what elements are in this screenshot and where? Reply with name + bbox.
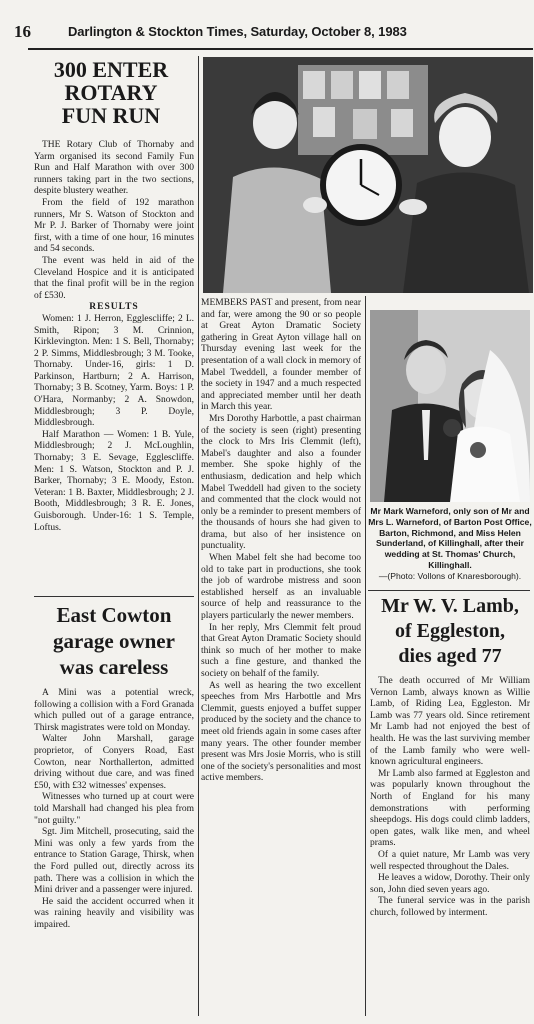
ayton-article xyxy=(201,298,361,785)
ayton-para: When Mabel felt she had become too old to take part in productions, she took the job of wardrobe mistress and soon established herself as an invaluable source of help and reassurance to the players particularly the newer members. xyxy=(201,553,361,622)
masthead: Darlington & Stockton Times, Saturday, October 8, 1983 xyxy=(68,24,407,39)
cowton-headline-line: was careless xyxy=(59,655,169,679)
page-number: 16 xyxy=(14,22,31,41)
rule xyxy=(368,590,530,591)
photo-image xyxy=(203,57,533,293)
cowton-para: Witnesses who turned up at court were told Marshall had changed his plea from "not guilty." xyxy=(34,792,194,826)
lamb-para: The funeral service was in the parish church, followed by interment. xyxy=(370,896,530,918)
cowton-headline-line: East Cowton xyxy=(56,603,172,627)
rotary-headline-line: ROTARY xyxy=(64,80,158,106)
cowton-para: Walter John Marshall, garage proprietor, of Conyers Road, East Cowton, near Northallerton, admitted driving without due care, and was fined £50, with £32 witnesses' expenses. xyxy=(34,734,194,791)
lamb-headline xyxy=(368,594,532,669)
wedding-photo xyxy=(370,310,530,502)
rule xyxy=(34,596,194,597)
lamb-article xyxy=(370,676,530,919)
cowton-para: Sgt. Jim Mitchell, prosecuting, said the Mini was only a few yards from the entrance to Station Garage, Thirsk, when the Ford pulled out, directly across its path. There was a collision in which the Mini driver and a passenger were injured. xyxy=(34,827,194,896)
lamb-para: Of a quiet nature, Mr Lamb was very well respected throughout the Dales. xyxy=(370,849,530,872)
cowton-headline-line: garage owner xyxy=(53,629,175,653)
header-rule xyxy=(28,48,533,50)
rotary-para: From the field of 192 marathon runners, Mr S. Watson of Stockton and Mr P. J. Barker of Thornaby were joint first, with a time of one hour, 16 minutes and 54 seconds. xyxy=(34,197,194,255)
wedding-credit: —(Photo: Vollons of Knaresborough). xyxy=(378,570,522,581)
cowton-para: A Mini was a potential wreck, following a collision with a Ford Granada which pulled out of a garage entrance, Thirsk magistrates were told on Monday. xyxy=(34,688,194,733)
wedding-caption: Mr Mark Warneford, only son of Mr and Mrs L. Warneford, of Barton Post Office, Barton, Richmond, and Miss Helen Sunderland, of Killinghall, after their wedding at St. Thomas' Church, Killinghall. xyxy=(368,506,532,570)
lamb-headline-line: Mr W. V. Lamb, xyxy=(381,595,519,617)
ayton-para: As well as hearing the two excellent speeches from Mrs Harbottle and Mrs Clemmit, guests enjoyed a buffet supper produced by the society and the chance to meet old friends again in some cases after many years. The other founder member present was Mrs Josie Morris, who is still one of the society's personalities and most active members. xyxy=(201,680,362,784)
lamb-para: He leaves a widow, Dorothy. Their only son, John died seven years ago. xyxy=(370,873,530,895)
rotary-para: The event was held in aid of the Cleveland Hospice and it is anticipated that the final profit will be in the region of £530. xyxy=(34,255,194,301)
lamb-headline-line: dies aged 77 xyxy=(398,645,502,667)
rotary-headline-line: FUN RUN xyxy=(61,103,161,129)
rotary-headline-line: 300 ENTER xyxy=(53,57,169,82)
cowton-para: He said the accident occurred when it was raining heavily and visibility was impaired. xyxy=(34,896,194,930)
wedding-caption-block xyxy=(368,506,532,582)
column-divider xyxy=(198,56,199,1016)
column-divider xyxy=(365,296,366,1016)
photo-image xyxy=(370,310,530,502)
lamb-para: Mr Lamb also farmed at Eggleston and was popularly known throughout the North of England for his many demonstrations with performing sheepdogs. His dogs could climb ladders, open gates, walk like men, and wheel prams. xyxy=(370,768,530,849)
results-para: Women: 1 J. Herron, Egglescliffe; 2 L. Smith, Ripon; 3 M. Crinnion, Kirklevington. Men: 1 S. Bell, Thornaby; 2 P. Simms, Middlesbrough; 3 M. Tooke, Thornaby. Under-16, girls: 1 D. Parkinson, Hartburn; 2 A. Harrison, Thornaby; 3 B. Scotney, Yarm. Boys: 1 P. O'Hara, Normanby; 2 A. Snowdon, Middlesbrough; 3 P. Doyle, Middlesbrough. xyxy=(34,313,194,429)
results-heading: RESULTS xyxy=(89,302,139,313)
clock-presentation-photo xyxy=(203,57,533,293)
cowton-article xyxy=(34,688,194,931)
ayton-para: Mrs Dorothy Harbottle, a past chairman of the society is seen (right) presenting the clock to Mrs Iris Clemmit (left), Mabel's daughter and also a founder member. She spoke highly of the enthusiasm, dedication and help which Mabel Tweddell had given to the society and commented that the clock would not only be a reminder to present members of the thousands of hours she had given to drama, but also of her insistence on punctuality. xyxy=(201,413,361,552)
rotary-para: THE Rotary Club of Thornaby and Yarm organised its second Family Fun Run and Half Marathon with over 300 runners taking part in the two sections, despite blustery weather. xyxy=(34,140,194,197)
cowton-headline xyxy=(34,602,194,680)
results-para: Half Marathon — Women: 1 B. Yule, Middlesbrough; 2 J. McLoughlin, Thornaby; 3 E. Sevage, Egglescliffe. Men: 1 S. Watson, Stockton and P. J. Barker, Thornaby; 3 E. Moody, Eston. Veteran: 1 B. Baxter, Middlesbrough; 2 J. Booth, Middlesbrough; 3 R. E. Jones, Guisborough. Under-16: 1 S. Temple, Loftus. xyxy=(34,429,194,533)
lamb-headline-line: of Eggleston, xyxy=(395,620,505,642)
rotary-article xyxy=(34,140,194,534)
lamb-para: The death occurred of Mr William Vernon Lamb, always known as Willie Lamb, of Riding Lea, Eggleston. Mr Lamb was 77 years old. Since retirement Mr Lamb had not enjoyed the best of health. He was the last surviving member of the Lamb family who were well-known agricultural engineers. xyxy=(370,676,530,768)
ayton-para: MEMBERS PAST and present, from near and far, were among the 90 or so people at Great Ayton Dramatic Society gathering in Great Ayton village hall on Thursday evening last week for the presentation of a wall clock in memory of Mabel Tweddell, a founder member of the society in 1947 and a much respected and appreciated member until her death in March this year. xyxy=(201,298,361,413)
ayton-para: In her reply, Mrs Clemmit felt proud that Great Ayton Dramatic Society should think so much of her mother to make such a fine gesture, and thanked the society on behalf of the family. xyxy=(201,622,361,679)
rotary-headline xyxy=(36,58,186,127)
